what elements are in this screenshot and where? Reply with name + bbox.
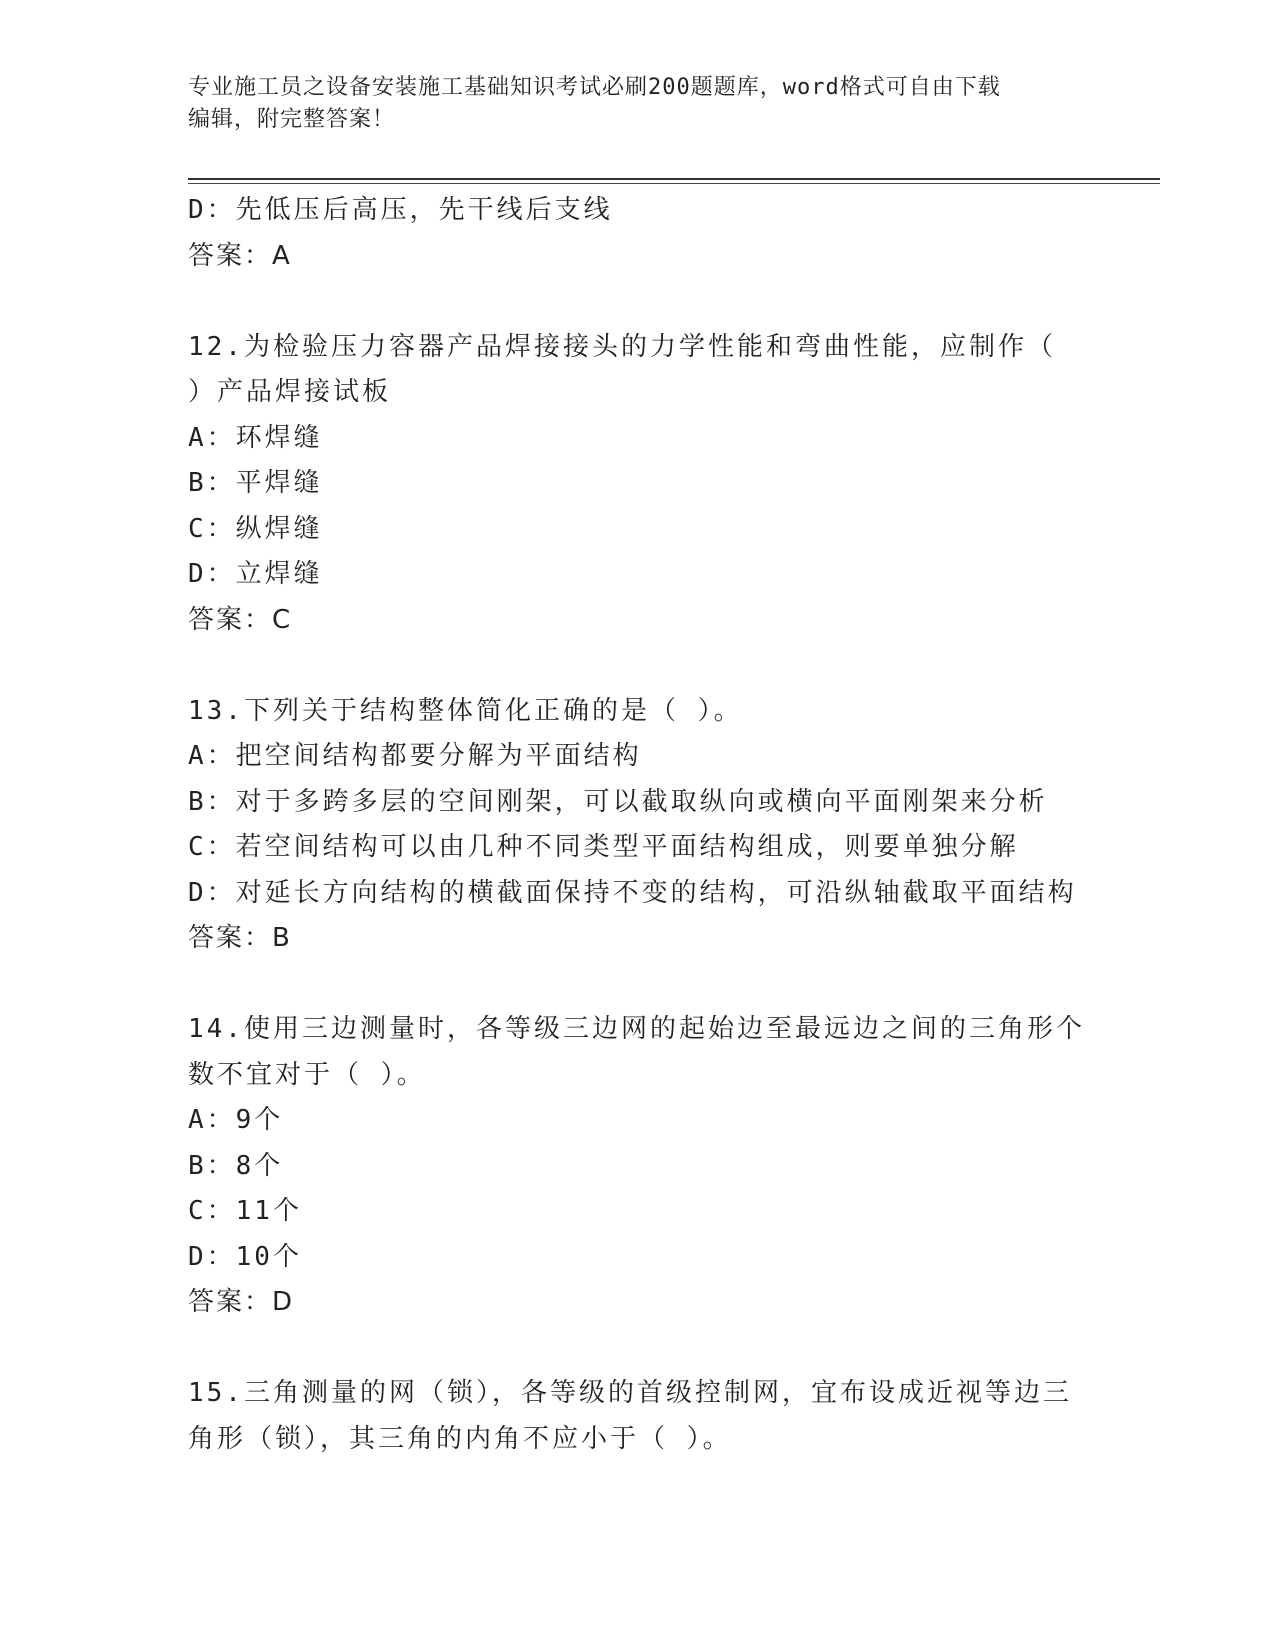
- q14-option-a: A：9个: [188, 1105, 284, 1135]
- header-line-2: 编辑，附完整答案！: [188, 107, 396, 132]
- document-header: [188, 72, 1068, 136]
- spacer: [188, 1326, 1088, 1372]
- q12-option-a: A：环焊缝: [188, 422, 323, 453]
- q11-option-d: D：先低压后高压，先干线后支线: [188, 195, 613, 225]
- spacer: [188, 962, 1088, 1008]
- q12-option-d: D：立焊缝: [188, 559, 323, 589]
- q12-answer: 答案：C: [188, 604, 293, 635]
- q12-stem-line-1: 12.为检验压力容器产品焊接接头的力学性能和弯曲性能，应制作（: [188, 331, 1056, 362]
- q14-stem-line-1: 14.使用三边测量时，各等级三边网的起始边至最远边之间的三角形个: [188, 1014, 1085, 1044]
- q14-option-d: D：10个: [188, 1241, 302, 1272]
- q13-answer: 答案：B: [188, 923, 292, 953]
- q15-stem-line-1: 15.三角测量的网（锁），各等级的首级控制网，宜布设成近视等边三: [188, 1378, 1072, 1408]
- question-11: [188, 188, 1088, 279]
- q14-answer: 答案：D: [188, 1287, 295, 1317]
- header-line-1: 专业施工员之设备安装施工基础知识考试必刷200题题库，word格式可自由下载: [188, 75, 1001, 100]
- question-13: [188, 689, 1088, 962]
- question-14: [188, 1007, 1088, 1326]
- question-12: [188, 325, 1088, 644]
- q15-stem-line-2: 角形（锁），其三角的内角不应小于（ ）。: [188, 1423, 732, 1454]
- q13-option-b: B：对于多跨多层的空间刚架，可以截取纵向或横向平面刚架来分析: [188, 786, 1048, 817]
- question-list: [188, 188, 1088, 1462]
- q14-stem-line-2: 数不宜对于（ ）。: [188, 1059, 426, 1090]
- q14-option-b: B：8个: [188, 1150, 284, 1181]
- header-divider-thin: [188, 183, 1160, 184]
- q12-stem-line-2: ）产品焊接试板: [188, 377, 392, 407]
- q13-option-c: C：若空间结构可以由几种不同类型平面结构组成，则要单独分解: [188, 832, 1019, 862]
- spacer: [188, 643, 1088, 689]
- spacer: [188, 279, 1088, 325]
- q13-option-a: A：把空间结构都要分解为平面结构: [188, 741, 642, 771]
- q11-answer: 答案：A: [188, 240, 292, 271]
- q14-option-c: C：11个: [188, 1196, 302, 1226]
- question-15: [188, 1371, 1088, 1462]
- q13-option-d: D：对延长方向结构的横截面保持不变的结构，可沿纵轴截取平面结构: [188, 877, 1077, 908]
- q12-option-b: B：平焊缝: [188, 468, 323, 498]
- q12-option-c: C：纵焊缝: [188, 513, 323, 544]
- header-divider-thick: [188, 178, 1160, 180]
- q13-stem-line-1: 13.下列关于结构整体简化正确的是（ ）。: [188, 695, 743, 726]
